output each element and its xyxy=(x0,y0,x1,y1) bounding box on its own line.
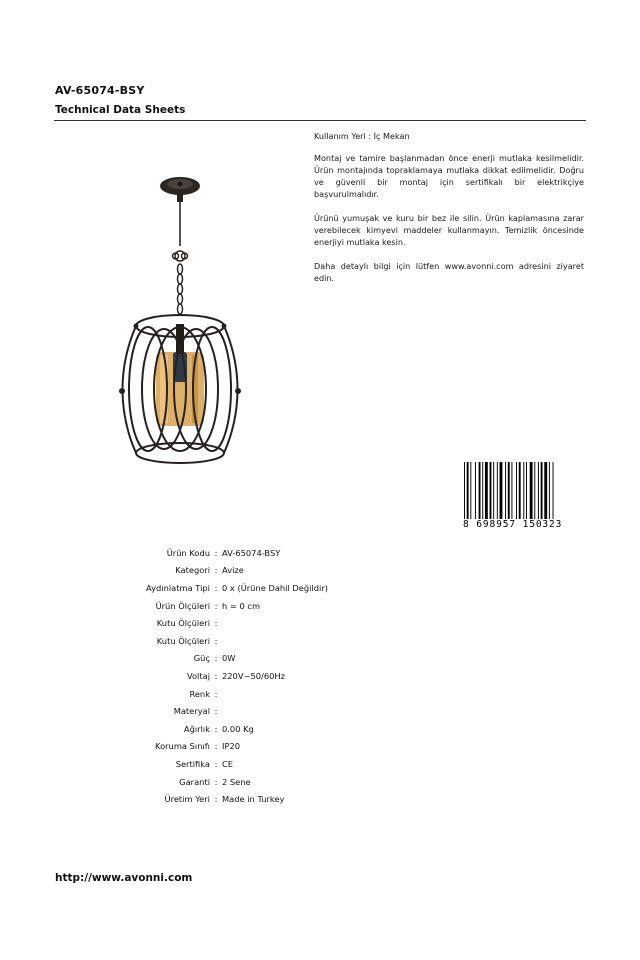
spec-separator: : xyxy=(214,706,218,717)
barcode-bar xyxy=(549,462,550,520)
barcode-digits: 8 698957 150323 xyxy=(463,519,587,530)
barcode-bar xyxy=(544,462,547,520)
barcode-bar xyxy=(538,462,539,520)
spec-separator: : xyxy=(214,758,218,769)
barcode-bar xyxy=(467,462,469,520)
spec-separator: : xyxy=(214,600,218,611)
spec-separator: : xyxy=(214,741,218,752)
header-divider xyxy=(54,120,586,121)
spec-row xyxy=(100,773,328,791)
info-paragraph-safety: Montaj ve tamire başlanmadan önce enerji mutlaka kesilmelidir. Ürün montajında topraklamaya mutlaka dikkat edilmelidir. Doğru ve güvenli bir montaj için sertifikalı bir elektrikçiye başvurulmalıdır. xyxy=(314,153,584,199)
barcode-bar xyxy=(526,462,527,520)
spec-row xyxy=(100,544,328,562)
spec-value: 0 x (Ürüne Dahil Değildir) xyxy=(222,582,329,593)
spec-row xyxy=(100,790,328,808)
spec-label: Sertifika xyxy=(175,758,210,769)
spec-separator: : xyxy=(214,582,218,593)
product-image xyxy=(112,172,248,464)
spec-table xyxy=(100,544,328,808)
spec-row xyxy=(100,667,328,685)
barcode-bar xyxy=(485,462,488,520)
barcode-bar xyxy=(511,462,512,520)
spec-separator: : xyxy=(214,670,218,681)
spec-separator: : xyxy=(214,565,218,576)
spec-row xyxy=(100,614,328,632)
barcode-bar xyxy=(530,462,533,520)
spec-label: Üretim Yeri xyxy=(164,794,210,805)
spec-row xyxy=(100,720,328,738)
spec-label: Materyal xyxy=(173,706,210,717)
spec-label: Garanti xyxy=(179,776,210,787)
spec-separator: : xyxy=(214,794,218,805)
spec-separator: : xyxy=(214,723,218,734)
spec-value: 0.00 Kg xyxy=(222,723,254,734)
barcode-bar xyxy=(523,462,524,520)
footer-website-link[interactable]: http://www.avonni.com xyxy=(55,872,193,884)
info-block xyxy=(314,130,584,296)
spec-row xyxy=(100,650,328,668)
spec-value: h = 0 cm xyxy=(222,600,261,611)
barcode-bar xyxy=(470,462,471,520)
spec-row xyxy=(100,702,328,720)
spec-label: Kutu Ölçüleri xyxy=(156,618,210,629)
spec-value: 220V~50/60Hz xyxy=(222,670,285,681)
spec-separator: : xyxy=(214,688,218,699)
spec-label: Voltaj xyxy=(186,670,210,681)
header-subtitle: Technical Data Sheets xyxy=(55,104,186,116)
barcode-bar xyxy=(500,462,503,520)
spec-separator: : xyxy=(214,618,218,629)
spec-separator: : xyxy=(214,776,218,787)
spec-label: Renk xyxy=(189,688,210,699)
spec-value: CE xyxy=(222,758,234,769)
barcode-bar xyxy=(516,462,517,520)
usage-location: Kullanım Yeri : İç Mekan xyxy=(314,131,410,141)
barcode-bar xyxy=(482,462,483,520)
spec-label: Ürün Ölçüleri xyxy=(155,600,210,611)
barcode-bar xyxy=(493,462,494,520)
barcode-bar xyxy=(534,462,535,520)
spec-row xyxy=(100,597,328,615)
spec-row xyxy=(100,632,328,650)
barcode-bar xyxy=(508,462,510,520)
spec-value: 2 Sene xyxy=(222,776,251,787)
spec-row xyxy=(100,579,328,597)
barcode-bar xyxy=(475,462,476,520)
barcode-bar xyxy=(490,462,492,520)
barcode-bar xyxy=(505,462,506,520)
barcode-bar xyxy=(497,462,498,520)
spec-row xyxy=(100,562,328,580)
spec-value: Made in Turkey xyxy=(222,794,285,805)
spec-label: Güç xyxy=(193,653,210,664)
spec-row xyxy=(100,755,328,773)
spec-separator: : xyxy=(214,653,218,664)
spec-label: Kategori xyxy=(175,565,210,576)
header-product-code: AV-65074-BSY xyxy=(55,84,145,97)
barcode-bar xyxy=(479,462,481,520)
spec-label: Aydınlatma Tipi xyxy=(146,582,210,593)
spec-label: Koruma Sınıfı xyxy=(155,741,210,752)
spec-value: AV-65074-BSY xyxy=(222,547,281,558)
spec-row xyxy=(100,685,328,703)
barcode-bar xyxy=(541,462,543,520)
spec-row xyxy=(100,738,328,756)
info-paragraph-cleaning: Ürünü yumuşak ve kuru bir bez ile silin. Ürün kaplamasına zarar verebilecek kimyevi maddeler kullanmayın. Temizlik öncesinde enerjiyi mutlaka kesin. xyxy=(314,213,584,247)
barcode-bar xyxy=(519,462,521,520)
spec-separator: : xyxy=(214,547,218,558)
spec-label: Ürün Kodu xyxy=(166,547,210,558)
spec-label: Ağırlık xyxy=(183,723,210,734)
spec-value: IP20 xyxy=(222,741,241,752)
spec-value: Avize xyxy=(222,565,244,576)
spec-separator: : xyxy=(214,635,218,646)
spec-label: Kutu Ölçüleri xyxy=(156,635,210,646)
spec-value: 0W xyxy=(222,653,236,664)
info-paragraph-more: Daha detaylı bilgi için lütfen www.avonni.com adresini ziyaret edin. xyxy=(314,261,584,283)
